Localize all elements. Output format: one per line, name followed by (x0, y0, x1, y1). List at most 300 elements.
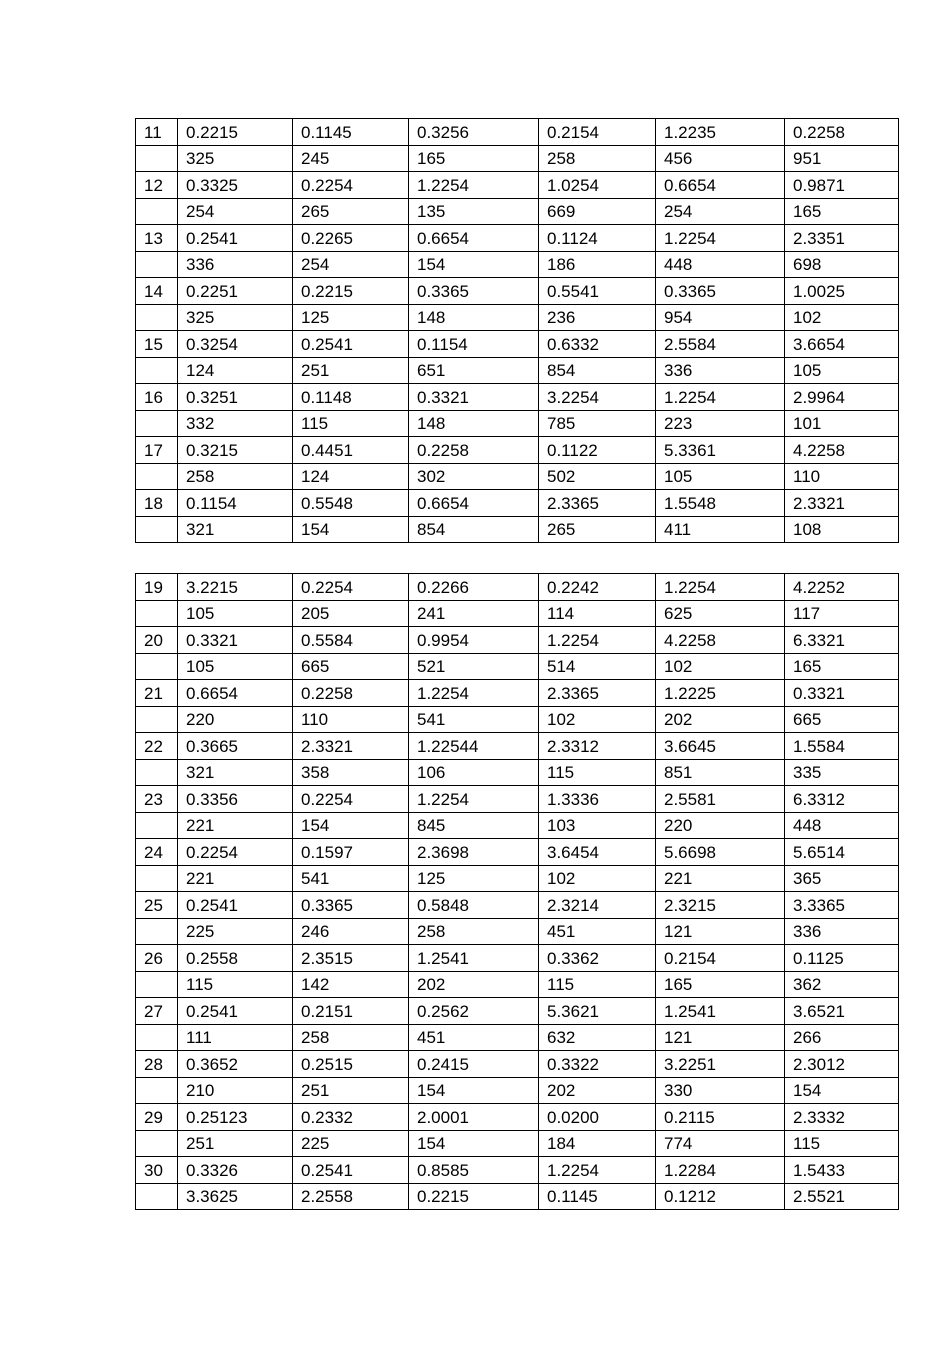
row-number-cell: 29 (136, 1104, 178, 1131)
table-cell: 241 (409, 600, 539, 627)
table-row (136, 839, 899, 866)
table-cell: 225 (178, 918, 293, 945)
table-cell: 117 (785, 600, 899, 627)
table-cell: 785 (539, 410, 656, 437)
table-cell: 258 (178, 463, 293, 490)
table-cell: 0.2258 (785, 119, 899, 146)
table-cell: 0.2215 (293, 278, 409, 305)
table-cell: 4.2258 (656, 627, 785, 654)
row-number-cell (136, 145, 178, 172)
table-cell: 1.22544 (409, 733, 539, 760)
table-cell: 0.3362 (539, 945, 656, 972)
table-cell: 1.5584 (785, 733, 899, 760)
table-cell: 521 (409, 653, 539, 680)
table-cell: 669 (539, 198, 656, 225)
table-cell: 135 (409, 198, 539, 225)
table-cell: 102 (539, 706, 656, 733)
table-cell: 0.2215 (409, 1183, 539, 1210)
table-cell: 101 (785, 410, 899, 437)
table-cell: 0.2115 (656, 1104, 785, 1131)
table-cell: 0.2254 (293, 786, 409, 813)
table-row (136, 331, 899, 358)
row-number-cell (136, 516, 178, 543)
row-number-cell (136, 357, 178, 384)
row-number-cell (136, 653, 178, 680)
table-cell: 0.6654 (656, 172, 785, 199)
row-number-cell: 17 (136, 437, 178, 464)
table-row (136, 225, 899, 252)
table-cell: 4.2258 (785, 437, 899, 464)
table-cell: 0.1125 (785, 945, 899, 972)
table-cell: 0.3254 (178, 331, 293, 358)
table-cell: 451 (539, 918, 656, 945)
table-cell: 954 (656, 304, 785, 331)
table-cell: 854 (539, 357, 656, 384)
table-row (136, 1183, 899, 1210)
table-cell: 0.3256 (409, 119, 539, 146)
table-cell: 210 (178, 1077, 293, 1104)
table-cell: 115 (293, 410, 409, 437)
table-cell: 184 (539, 1130, 656, 1157)
table-row (136, 357, 899, 384)
table-cell: 5.6514 (785, 839, 899, 866)
table-cell: 0.25123 (178, 1104, 293, 1131)
table-cell: 251 (178, 1130, 293, 1157)
table-cell: 258 (409, 918, 539, 945)
table-cell: 365 (785, 865, 899, 892)
table-cell: 330 (656, 1077, 785, 1104)
table-cell: 1.2254 (409, 680, 539, 707)
table-cell: 0.3251 (178, 384, 293, 411)
table-cell: 2.2558 (293, 1183, 409, 1210)
table-cell: 325 (178, 304, 293, 331)
table-cell: 0.3321 (409, 384, 539, 411)
table-cell: 0.5584 (293, 627, 409, 654)
table-cell: 124 (178, 357, 293, 384)
table-row (136, 410, 899, 437)
row-number-cell: 15 (136, 331, 178, 358)
table-cell: 0.2242 (539, 574, 656, 601)
table-cell: 202 (409, 971, 539, 998)
table-cell: 6.3321 (785, 627, 899, 654)
table-cell: 448 (656, 251, 785, 278)
table-cell: 142 (293, 971, 409, 998)
table-cell: 165 (785, 653, 899, 680)
table-cell: 265 (539, 516, 656, 543)
table-cell: 0.1154 (178, 490, 293, 517)
table-cell: 125 (293, 304, 409, 331)
row-number-cell: 21 (136, 680, 178, 707)
table-cell: 165 (656, 971, 785, 998)
table-cell: 220 (656, 812, 785, 839)
table-cell: 0.5548 (293, 490, 409, 517)
table-cell: 3.6645 (656, 733, 785, 760)
table-cell: 0.2562 (409, 998, 539, 1025)
table-cell: 0.3365 (656, 278, 785, 305)
table-cell: 2.3214 (539, 892, 656, 919)
table-cell: 4.2252 (785, 574, 899, 601)
table-cell: 0.2541 (178, 892, 293, 919)
table-cell: 0.1148 (293, 384, 409, 411)
table-row (136, 119, 899, 146)
table-cell: 625 (656, 600, 785, 627)
table-cell: 1.2541 (656, 998, 785, 1025)
table-cell: 125 (409, 865, 539, 892)
table-cell: 1.2254 (539, 1157, 656, 1184)
table-cell: 1.2235 (656, 119, 785, 146)
row-number-cell: 24 (136, 839, 178, 866)
table-cell: 0.2541 (293, 1157, 409, 1184)
table-cell: 0.3321 (178, 627, 293, 654)
table-cell: 2.3365 (539, 490, 656, 517)
table-cell: 103 (539, 812, 656, 839)
table-cell: 0.3365 (293, 892, 409, 919)
table-cell: 3.3365 (785, 892, 899, 919)
table-row (136, 733, 899, 760)
table-cell: 115 (785, 1130, 899, 1157)
table-cell: 665 (293, 653, 409, 680)
table-cell: 254 (293, 251, 409, 278)
table-cell: 1.2254 (656, 225, 785, 252)
table-cell: 951 (785, 145, 899, 172)
table-cell: 105 (656, 463, 785, 490)
table-row (136, 759, 899, 786)
table-row (136, 786, 899, 813)
row-number-cell (136, 706, 178, 733)
table-cell: 851 (656, 759, 785, 786)
table-cell: 254 (656, 198, 785, 225)
table-cell: 3.2254 (539, 384, 656, 411)
table-cell: 102 (539, 865, 656, 892)
table-cell: 502 (539, 463, 656, 490)
table-cell: 3.2215 (178, 574, 293, 601)
row-number-cell: 23 (136, 786, 178, 813)
table-row (136, 971, 899, 998)
table-row (136, 600, 899, 627)
table-cell: 2.5581 (656, 786, 785, 813)
table-row (136, 198, 899, 225)
table-cell: 102 (656, 653, 785, 680)
row-number-cell (136, 865, 178, 892)
table-cell: 0.6654 (409, 490, 539, 517)
table-cell: 2.3515 (293, 945, 409, 972)
table-cell: 411 (656, 516, 785, 543)
table-cell: 221 (178, 865, 293, 892)
data-table-1 (135, 118, 899, 543)
table-cell: 321 (178, 759, 293, 786)
table-cell: 362 (785, 971, 899, 998)
table-cell: 115 (178, 971, 293, 998)
row-number-cell: 19 (136, 574, 178, 601)
table-cell: 265 (293, 198, 409, 225)
table-cell: 154 (293, 516, 409, 543)
table-cell: 321 (178, 516, 293, 543)
table-cell: 514 (539, 653, 656, 680)
table-cell: 2.3321 (293, 733, 409, 760)
table-row (136, 627, 899, 654)
table-cell: 3.3625 (178, 1183, 293, 1210)
table-cell: 0.1145 (539, 1183, 656, 1210)
table-cell: 698 (785, 251, 899, 278)
row-number-cell (136, 1183, 178, 1210)
table-cell: 0.2266 (409, 574, 539, 601)
table-cell: 0.5541 (539, 278, 656, 305)
row-number-cell: 20 (136, 627, 178, 654)
row-number-cell (136, 1077, 178, 1104)
table-cell: 5.6698 (656, 839, 785, 866)
row-number-cell: 16 (136, 384, 178, 411)
table-cell: 3.6654 (785, 331, 899, 358)
row-number-cell: 26 (136, 945, 178, 972)
table-cell: 1.0025 (785, 278, 899, 305)
table-cell: 1.2541 (409, 945, 539, 972)
table-row (136, 1104, 899, 1131)
table-cell: 225 (293, 1130, 409, 1157)
table-cell: 1.5433 (785, 1157, 899, 1184)
table-cell: 651 (409, 357, 539, 384)
table-cell: 845 (409, 812, 539, 839)
table-cell: 202 (539, 1077, 656, 1104)
table-cell: 0.3322 (539, 1051, 656, 1078)
table-row (136, 945, 899, 972)
table-cell: 0.2254 (178, 839, 293, 866)
row-number-cell (136, 918, 178, 945)
table-cell: 110 (785, 463, 899, 490)
table-cell: 110 (293, 706, 409, 733)
table-cell: 6.3312 (785, 786, 899, 813)
table-cell: 0.3326 (178, 1157, 293, 1184)
table-cell: 541 (293, 865, 409, 892)
table-cell: 0.2541 (178, 225, 293, 252)
table-cell: 1.0254 (539, 172, 656, 199)
table-cell: 0.5848 (409, 892, 539, 919)
table-row (136, 680, 899, 707)
table-cell: 186 (539, 251, 656, 278)
table-cell: 245 (293, 145, 409, 172)
table-cell: 148 (409, 410, 539, 437)
table-cell: 165 (409, 145, 539, 172)
table-cell: 0.1597 (293, 839, 409, 866)
table-cell: 325 (178, 145, 293, 172)
table-cell: 336 (656, 357, 785, 384)
table-cell: 1.2284 (656, 1157, 785, 1184)
table-cell: 0.3665 (178, 733, 293, 760)
table-cell: 336 (178, 251, 293, 278)
table-cell: 3.6454 (539, 839, 656, 866)
row-number-cell: 11 (136, 119, 178, 146)
row-number-cell (136, 759, 178, 786)
table-cell: 154 (785, 1077, 899, 1104)
table-cell: 102 (785, 304, 899, 331)
table-cell: 236 (539, 304, 656, 331)
table-cell: 0.1212 (656, 1183, 785, 1210)
row-number-cell: 30 (136, 1157, 178, 1184)
table-cell: 154 (409, 1077, 539, 1104)
table-row (136, 653, 899, 680)
table-cell: 254 (178, 198, 293, 225)
table-cell: 1.2254 (656, 384, 785, 411)
table-cell: 115 (539, 759, 656, 786)
table-cell: 111 (178, 1024, 293, 1051)
table-cell: 0.3321 (785, 680, 899, 707)
table-row (136, 172, 899, 199)
table-cell: 0.6654 (178, 680, 293, 707)
table-row (136, 918, 899, 945)
row-number-cell (136, 600, 178, 627)
table-cell: 0.3325 (178, 172, 293, 199)
table-cell: 2.3332 (785, 1104, 899, 1131)
table-cell: 0.8585 (409, 1157, 539, 1184)
table-cell: 2.3215 (656, 892, 785, 919)
table-cell: 2.3321 (785, 490, 899, 517)
table-cell: 2.5584 (656, 331, 785, 358)
table-cell: 3.2251 (656, 1051, 785, 1078)
table-cell: 205 (293, 600, 409, 627)
table-cell: 665 (785, 706, 899, 733)
table-cell: 0.2265 (293, 225, 409, 252)
table-cell: 0.2541 (293, 331, 409, 358)
table-cell: 202 (656, 706, 785, 733)
table-cell: 0.2332 (293, 1104, 409, 1131)
table-cell: 0.2415 (409, 1051, 539, 1078)
table-cell: 0.2254 (293, 574, 409, 601)
table-cell: 0.2258 (293, 680, 409, 707)
table-cell: 1.2254 (409, 786, 539, 813)
table-cell: 5.3621 (539, 998, 656, 1025)
row-number-cell: 12 (136, 172, 178, 199)
table-cell: 1.5548 (656, 490, 785, 517)
table-cell: 105 (785, 357, 899, 384)
table-cell: 121 (656, 1024, 785, 1051)
table-cell: 0.2151 (293, 998, 409, 1025)
row-number-cell (136, 971, 178, 998)
table-cell: 2.3012 (785, 1051, 899, 1078)
table-row (136, 437, 899, 464)
table-cell: 266 (785, 1024, 899, 1051)
table-cell: 0.1145 (293, 119, 409, 146)
row-number-cell: 14 (136, 278, 178, 305)
table-cell: 1.2254 (409, 172, 539, 199)
table-row (136, 278, 899, 305)
table-cell: 332 (178, 410, 293, 437)
table-cell: 0.3356 (178, 786, 293, 813)
row-number-cell: 13 (136, 225, 178, 252)
table-cell: 336 (785, 918, 899, 945)
table-cell: 148 (409, 304, 539, 331)
table-cell: 165 (785, 198, 899, 225)
table-cell: 0.1122 (539, 437, 656, 464)
table-cell: 448 (785, 812, 899, 839)
table-cell: 105 (178, 653, 293, 680)
table-cell: 774 (656, 1130, 785, 1157)
row-number-cell: 28 (136, 1051, 178, 1078)
table-cell: 302 (409, 463, 539, 490)
table-cell: 1.3336 (539, 786, 656, 813)
table-cell: 154 (293, 812, 409, 839)
table-cell: 456 (656, 145, 785, 172)
table-cell: 220 (178, 706, 293, 733)
table-cell: 0.2558 (178, 945, 293, 972)
table-cell: 2.3698 (409, 839, 539, 866)
table-row (136, 145, 899, 172)
table-cell: 0.6654 (409, 225, 539, 252)
table-cell: 335 (785, 759, 899, 786)
table-cell: 0.2515 (293, 1051, 409, 1078)
table-row (136, 304, 899, 331)
table-cell: 0.3365 (409, 278, 539, 305)
row-number-cell (136, 251, 178, 278)
table-cell: 258 (293, 1024, 409, 1051)
row-number-cell: 22 (136, 733, 178, 760)
row-number-cell (136, 1024, 178, 1051)
table-cell: 221 (178, 812, 293, 839)
table-cell: 0.9871 (785, 172, 899, 199)
row-number-cell (136, 1130, 178, 1157)
table-cell: 246 (293, 918, 409, 945)
table-cell: 1.2254 (656, 574, 785, 601)
table-row (136, 463, 899, 490)
table-cell: 124 (293, 463, 409, 490)
table-cell: 108 (785, 516, 899, 543)
table-cell: 854 (409, 516, 539, 543)
table-cell: 223 (656, 410, 785, 437)
table-row (136, 1157, 899, 1184)
table-row (136, 812, 899, 839)
table-cell: 2.3365 (539, 680, 656, 707)
table-row (136, 251, 899, 278)
table-row (136, 1130, 899, 1157)
row-number-cell: 27 (136, 998, 178, 1025)
table-row (136, 998, 899, 1025)
table-cell: 451 (409, 1024, 539, 1051)
table-cell: 0.2154 (539, 119, 656, 146)
row-number-cell (136, 463, 178, 490)
row-number-cell (136, 198, 178, 225)
table-cell: 2.9964 (785, 384, 899, 411)
table-cell: 114 (539, 600, 656, 627)
row-number-cell: 18 (136, 490, 178, 517)
data-table-2 (135, 573, 899, 1210)
row-number-cell (136, 812, 178, 839)
table-row (136, 384, 899, 411)
table-cell: 106 (409, 759, 539, 786)
table-cell: 105 (178, 600, 293, 627)
table-cell: 0.6332 (539, 331, 656, 358)
table-cell: 0.2254 (293, 172, 409, 199)
table-cell: 0.2154 (656, 945, 785, 972)
table-cell: 0.2251 (178, 278, 293, 305)
table-cell: 632 (539, 1024, 656, 1051)
table-cell: 0.2215 (178, 119, 293, 146)
table-row (136, 490, 899, 517)
table-row (136, 1051, 899, 1078)
table-cell: 2.0001 (409, 1104, 539, 1131)
table-cell: 1.2225 (656, 680, 785, 707)
table-cell: 0.2258 (409, 437, 539, 464)
table-cell: 0.0200 (539, 1104, 656, 1131)
table-cell: 251 (293, 1077, 409, 1104)
table-cell: 258 (539, 145, 656, 172)
table-cell: 5.3361 (656, 437, 785, 464)
table-cell: 154 (409, 251, 539, 278)
table-cell: 0.1124 (539, 225, 656, 252)
table-row (136, 516, 899, 543)
table-row (136, 574, 899, 601)
table-cell: 221 (656, 865, 785, 892)
table-cell: 115 (539, 971, 656, 998)
table-cell: 2.5521 (785, 1183, 899, 1210)
table-cell: 2.3312 (539, 733, 656, 760)
